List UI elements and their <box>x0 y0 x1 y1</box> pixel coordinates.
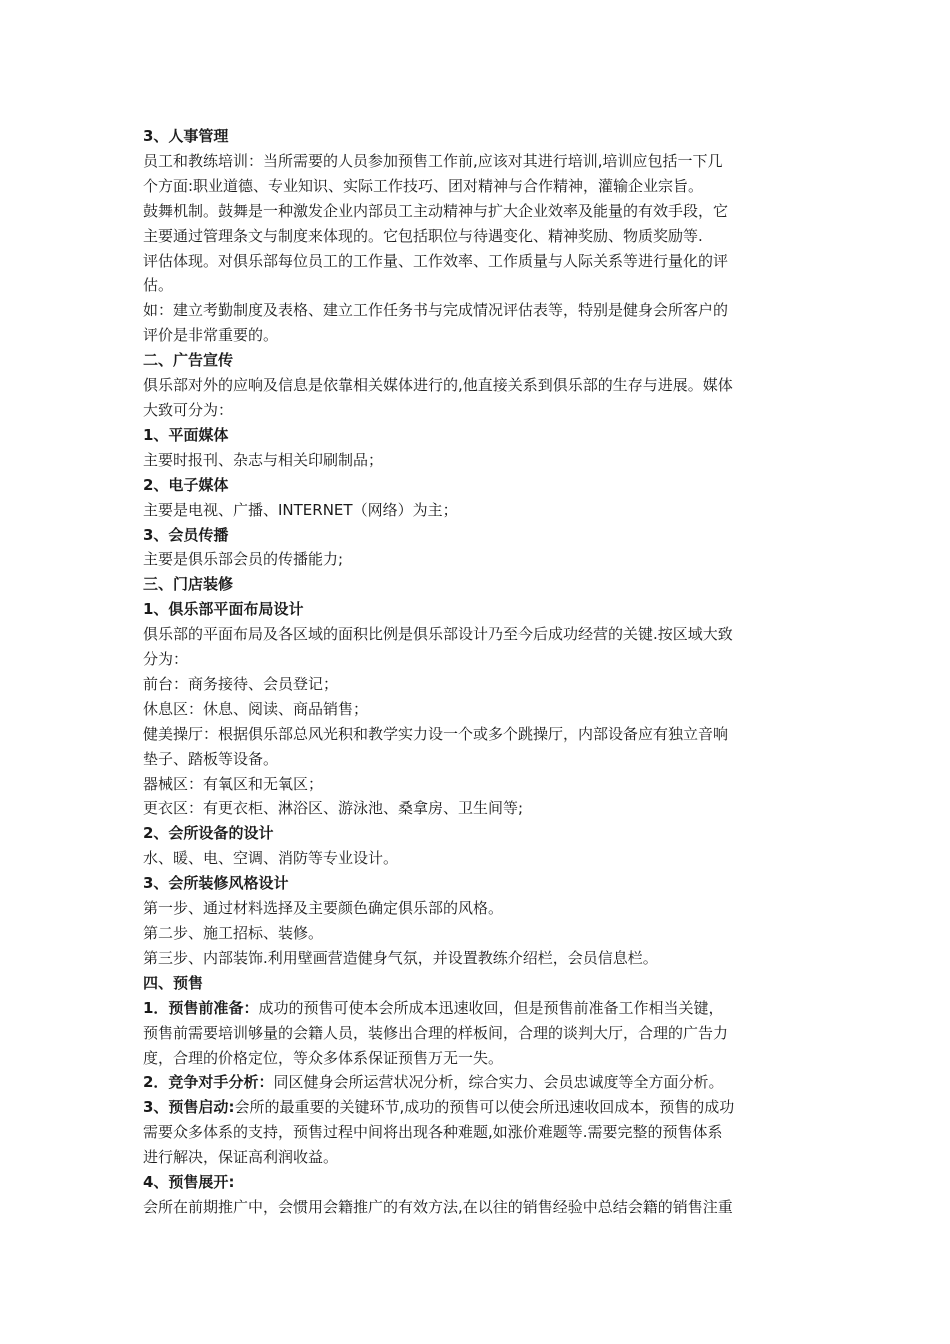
paragraph-line <box>143 996 811 1021</box>
paragraph-line: 第一步、通过材料选择及主要颜色确定俱乐部的风格。 <box>143 899 504 918</box>
paragraph-line: 水、暖、电、空调、消防等专业设计。 <box>143 849 399 868</box>
section-heading: 1、平面媒体 <box>143 425 229 444</box>
paragraph-line: 大致可分为： <box>143 400 234 419</box>
paragraph-line: 主要时报刊、杂志与相关印刷制品； <box>143 450 384 469</box>
section-heading: 3、会所装修风格设计 <box>143 874 289 893</box>
paragraph-line: 估。 <box>143 276 174 295</box>
paragraph-line <box>143 1070 811 1095</box>
section-heading: 1、俱乐部平面布局设计 <box>143 600 304 619</box>
paragraph-line: 会所在前期推广中，会惯用会籍推广的有效方法,在以往的销售经验中总结会籍的销售注重 <box>143 1197 733 1216</box>
paragraph-text: 会所的最重要的关键环节,成功的预售可以使会所迅速收回成本，预售的成功 <box>234 1098 735 1117</box>
paragraph-line: 鼓舞机制。鼓舞是一种激发企业内部员工主动精神与扩大企业效率及能量的有效手段，它 <box>143 201 729 220</box>
inline-bold-label: 3、预售启动: <box>143 1098 235 1117</box>
paragraph-line: 健美操厅：根据俱乐部总风光积和教学实力设一个或多个跳操厅，内部设备应有独立音响 <box>143 724 729 743</box>
inline-bold-label: 2．竞争对手分析： <box>143 1073 274 1092</box>
paragraph-line: 预售前需要培训够量的会籍人员，装修出合理的样板间，合理的谈判大厅，合理的广告力 <box>143 1023 729 1042</box>
document-body <box>143 124 811 1220</box>
paragraph-line: 主要是电视、广播、INTERNET（网络）为主； <box>143 500 458 519</box>
paragraph-line: 第二步、施工招标、装修。 <box>143 924 324 942</box>
section-heading: 3、人事管理 <box>143 127 229 145</box>
paragraph-line: 评价是非常重要的。 <box>143 326 279 345</box>
paragraph-line: 需要众多体系的支持，预售过程中间将出现各种难题,如涨价难题等.需要完整的预售体系 <box>143 1123 723 1142</box>
section-heading: 三、门店装修 <box>143 575 234 594</box>
paragraph-line: 评估体现。对俱乐部每位员工的工作量、工作效率、工作质量与人际关系等进行量化的评 <box>143 251 729 270</box>
inline-bold-label: 1．预售前准备： <box>143 998 259 1017</box>
paragraph-line: 俱乐部的平面布局及各区域的面积比例是俱乐部设计乃至今后成功经营的关键.按区域大致 <box>143 625 733 644</box>
section-heading: 3、会员传播 <box>143 525 229 544</box>
paragraph-line: 第三步、内部装饰.利用壁画营造健身气氛，并设置教练介绍栏，会员信息栏。 <box>143 948 658 967</box>
paragraph-line: 前台：商务接待、会员登记； <box>143 674 339 693</box>
paragraph-text: 同区健身会所运营状况分析，综合实力、会员忠诚度等全方面分析。 <box>273 1073 724 1092</box>
section-heading: 2、电子媒体 <box>143 475 229 494</box>
paragraph-line: 主要是俱乐部会员的传播能力; <box>143 550 344 569</box>
paragraph-line: 器械区：有氧区和无氧区； <box>143 774 324 793</box>
paragraph-line <box>143 1095 811 1120</box>
section-heading: 4、预售展开: <box>143 1173 235 1192</box>
paragraph-line: 俱乐部对外的应响及信息是依靠相关媒体进行的,他直接关系到俱乐部的生存与进展。媒体 <box>143 376 733 395</box>
paragraph-line: 如：建立考勤制度及表格、建立工作任务书与完成情况评估表等，特别是健身会所客户的 <box>143 301 729 320</box>
paragraph-text: 成功的预售可使本会所成本迅速收回，但是预售前准备工作相当关键， <box>258 998 724 1017</box>
section-heading: 二、广告宣传 <box>143 351 234 370</box>
paragraph-line: 休息区：休息、阅读、商品销售； <box>143 699 369 718</box>
paragraph-line: 主要通过管理条文与制度来体现的。它包括职位与待遇变化、精神奖励、物质奖励等. <box>143 226 703 245</box>
paragraph-line: 进行解决，保证高利润收益。 <box>143 1148 339 1167</box>
paragraph-line: 员工和教练培训：当所需要的人员参加预售工作前,应该对其进行培训,培训应包括一下几 <box>143 151 723 170</box>
paragraph-line: 个方面:职业道德、专业知识、实际工作技巧、团对精神与合作精神，灌输企业宗旨。 <box>143 176 704 195</box>
paragraph-line: 度，合理的价格定位，等众多体系保证预售万无一失。 <box>143 1048 504 1067</box>
paragraph-line: 分为： <box>143 650 189 669</box>
paragraph-line: 垫子、踏板等设备。 <box>143 749 279 768</box>
section-heading: 四、预售 <box>143 973 204 992</box>
paragraph-line: 更衣区：有更衣柜、淋浴区、游泳池、桑拿房、卫生间等; <box>143 799 524 818</box>
section-heading: 2、会所设备的设计 <box>143 824 274 843</box>
